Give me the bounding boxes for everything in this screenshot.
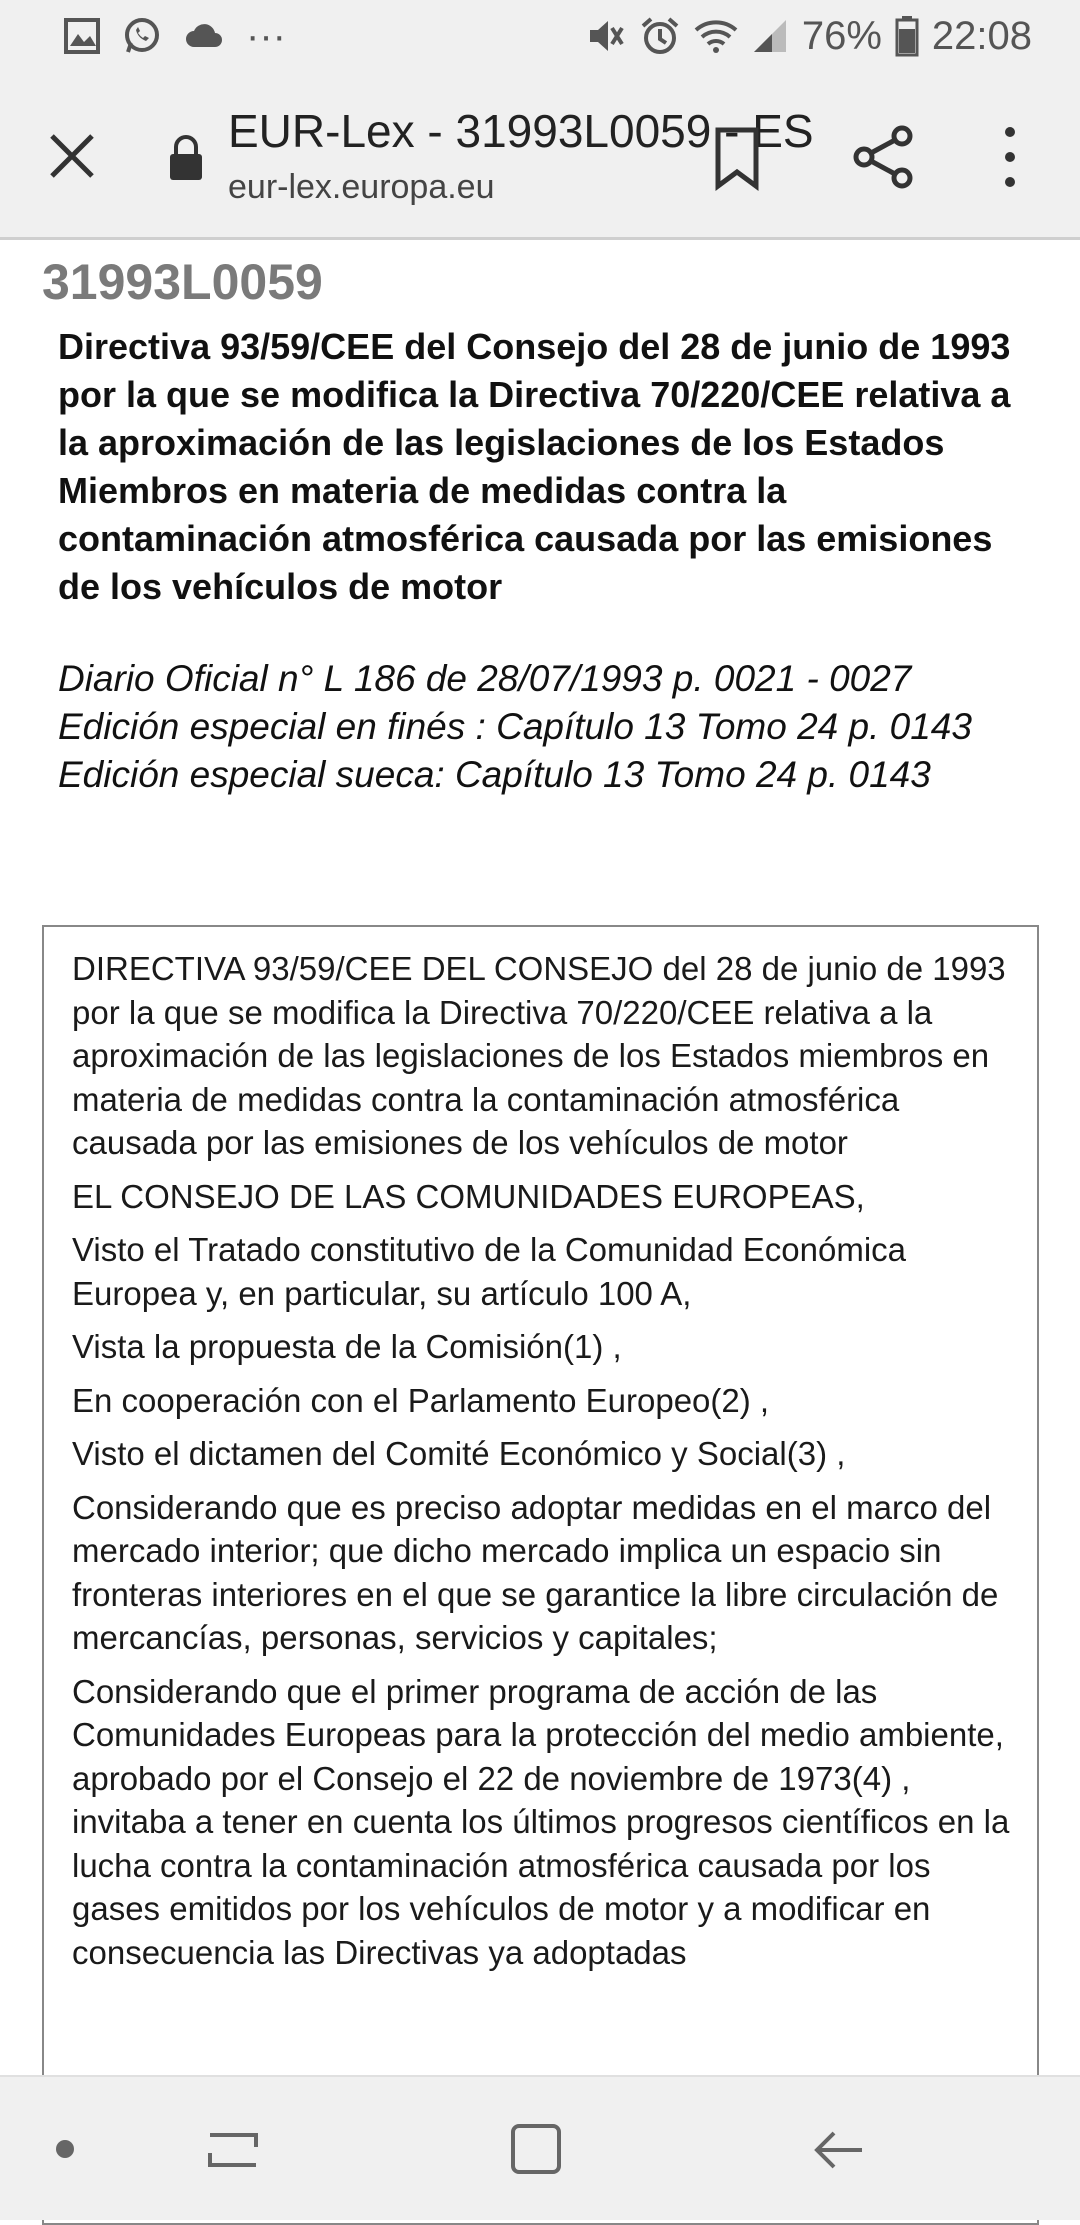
wifi-icon [694, 18, 738, 54]
meta-line: Edición especial en finés : Capítulo 13 Tomo 24 p. 0143 [58, 706, 972, 747]
signal-icon [752, 18, 788, 54]
home-icon[interactable] [508, 2121, 564, 2177]
status-right [572, 14, 1032, 59]
meta-line: Diario Oficial n° L 186 de 28/07/1993 p. 0021 - 0027 [58, 658, 912, 699]
whatsapp-icon [122, 16, 162, 56]
document-meta [58, 655, 1048, 799]
battery-icon [896, 16, 918, 56]
document-title: Directiva 93/59/CEE del Consejo del 28 de junio de 1993 por la que se modifica la Directiva 70/220/CEE relativa a la aproximación de las legislaciones de los Estados Miembros en materia de medidas contra la contaminación atmosférica causada por las emisiones de los vehículos de motor [58, 326, 1011, 607]
gallery-icon [64, 18, 100, 54]
text-paragraph: Visto el dictamen del Comité Económico y Social(3) , [72, 1435, 846, 1472]
page-title[interactable]: EUR-Lex - 31993L0059 - ES [228, 105, 814, 157]
text-paragraph: EL CONSEJO DE LAS COMUNIDADES EUROPEAS, [72, 1177, 865, 1215]
text-paragraph: Visto el Tratado constitutivo de la Comunidad Económica Europea y, en particular, su artículo 100 A, [72, 1231, 907, 1312]
more-options-icon[interactable] [990, 122, 1030, 192]
navigation-bar [0, 2075, 1080, 2220]
text-paragraph: Considerando que es preciso adoptar medidas en el marco del mercado interior; que dicho mercado implica un espacio sin fronteras interiores en el que se garantice la libre circulación de mercancías, personas, servicios y capitales; [72, 1488, 999, 1656]
mute-icon [586, 16, 626, 56]
close-icon[interactable] [42, 126, 102, 186]
browser-toolbar [0, 72, 1080, 240]
dot-icon[interactable] [55, 2139, 75, 2159]
status-left [64, 14, 308, 59]
back-icon[interactable] [812, 2123, 866, 2177]
page-content [0, 243, 1080, 2075]
alarm-icon [640, 16, 680, 56]
document-text-box [42, 925, 1039, 2225]
battery-percent: 76% [801, 13, 882, 58]
lock-icon[interactable] [166, 134, 206, 182]
page-url[interactable]: eur-lex.europa.eu [228, 168, 495, 206]
text-paragraph: Considerando que el primer programa de acción de las Comunidades Europeas para la protección del medio ambiente, aprobado por el Consejo el 22 de noviembre de 1973(4) , invitaba a tener en cuenta los últimos progresos científicos en la lucha contra la contaminación atmosférica causada por los gases emitidos por los vehículos de motor y a modificar en consecuencia las Directivas ya adoptadas [72, 1672, 1010, 1971]
text-paragraph: Vista la propuesta de la Comisión(1) , [72, 1328, 622, 1365]
cloud-icon [184, 21, 224, 51]
document-id: 31993L0059 [42, 254, 323, 310]
status-bar [0, 0, 1080, 72]
bookmark-icon[interactable] [712, 126, 762, 190]
text-paragraph: En cooperación con el Parlamento Europeo(2) , [72, 1381, 770, 1419]
text-paragraph: DIRECTIVA 93/59/CEE DEL CONSEJO del 28 de junio de 1993 por la que se modifica la Directiva 70/220/CEE relativa a la aproximación de las legislaciones de los Estados miembros en materia de medidas contra la contaminación atmosférica causada por las emisiones de los vehículos de motor [72, 950, 1006, 1161]
share-icon[interactable] [850, 124, 916, 190]
meta-line: Edición especial sueca: Capítulo 13 Tomo 24 p. 0143 [58, 754, 931, 795]
clock: 22:08 [931, 13, 1032, 58]
more-notifications: ··· [246, 13, 286, 58]
recents-icon[interactable] [206, 2123, 260, 2177]
